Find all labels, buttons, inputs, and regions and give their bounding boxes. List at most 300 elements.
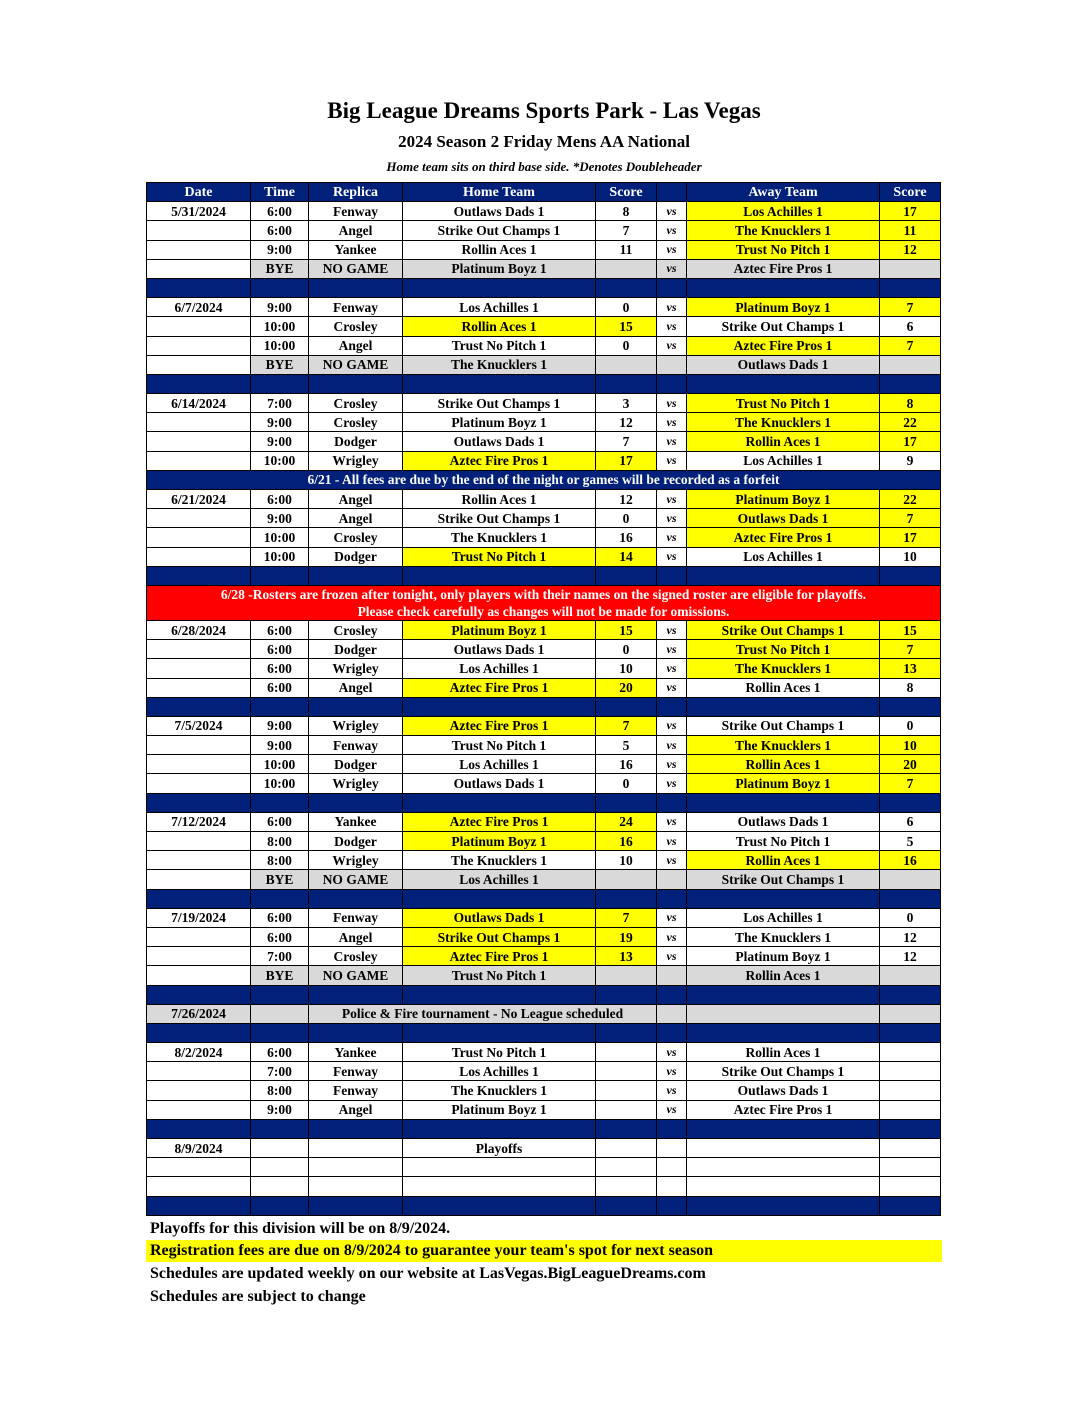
home-score-cell: 0	[596, 298, 657, 317]
game-row	[147, 908, 941, 927]
away-score-cell	[880, 870, 941, 889]
date-cell: 6/21/2024	[147, 490, 251, 509]
separator-cell	[657, 566, 687, 585]
home-score-cell: 17	[596, 451, 657, 470]
away-score-cell: 7	[880, 298, 941, 317]
away-team-cell: Los Achilles 1	[687, 547, 880, 566]
time-cell: 6:00	[251, 202, 309, 221]
away-score-cell: 7	[880, 640, 941, 659]
away-team-cell	[687, 1177, 880, 1196]
time-cell: BYE	[251, 355, 309, 374]
empty-cell	[251, 1004, 309, 1023]
home-team-cell	[403, 1158, 596, 1177]
col-header-home-score: Score	[596, 183, 657, 202]
date-cell	[147, 774, 251, 793]
time-cell	[251, 1139, 309, 1158]
home-score-cell: 10	[596, 659, 657, 678]
away-team-cell: Rollin Aces 1	[687, 966, 880, 985]
home-score-cell	[596, 1177, 657, 1196]
separator-row	[147, 1196, 941, 1215]
away-team-cell: Rollin Aces 1	[687, 678, 880, 697]
separator-row	[147, 1119, 941, 1138]
away-team-cell: Trust No Pitch 1	[687, 240, 880, 259]
game-row	[147, 432, 941, 451]
away-score-cell: 0	[880, 908, 941, 927]
date-cell	[147, 547, 251, 566]
away-score-cell: 22	[880, 413, 941, 432]
separator-cell	[251, 374, 309, 393]
vs-cell: vs	[657, 1081, 687, 1100]
away-score-cell	[880, 1158, 941, 1177]
replica-cell	[309, 1177, 403, 1196]
home-team-cell: Strike Out Champs 1	[403, 394, 596, 413]
time-cell: 7:00	[251, 1062, 309, 1081]
separator-cell	[403, 1196, 596, 1215]
separator-cell	[657, 1196, 687, 1215]
separator-cell	[657, 278, 687, 297]
replica-cell: Crosley	[309, 413, 403, 432]
vs-cell	[657, 966, 687, 985]
date-cell: 7/26/2024	[147, 1004, 251, 1023]
away-team-cell: The Knucklers 1	[687, 927, 880, 946]
date-cell	[147, 640, 251, 659]
away-score-cell: 9	[880, 451, 941, 470]
separator-cell	[251, 1196, 309, 1215]
separator-cell	[657, 985, 687, 1004]
away-team-cell: Platinum Boyz 1	[687, 298, 880, 317]
replica-cell	[309, 1139, 403, 1158]
replica-cell: Angel	[309, 336, 403, 355]
time-cell: 9:00	[251, 509, 309, 528]
vs-cell: vs	[657, 851, 687, 870]
time-cell	[251, 1177, 309, 1196]
empty-cell	[880, 1004, 941, 1023]
home-team-cell: Aztec Fire Pros 1	[403, 716, 596, 735]
home-team-cell: Aztec Fire Pros 1	[403, 678, 596, 697]
game-row	[147, 832, 941, 851]
home-team-cell: Aztec Fire Pros 1	[403, 451, 596, 470]
game-row	[147, 851, 941, 870]
game-row	[147, 774, 941, 793]
home-team-cell: Rollin Aces 1	[403, 240, 596, 259]
time-cell: 9:00	[251, 240, 309, 259]
game-row	[147, 547, 941, 566]
home-team-cell: Platinum Boyz 1	[403, 1100, 596, 1119]
time-cell: 10:00	[251, 451, 309, 470]
replica-cell: Crosley	[309, 528, 403, 547]
separator-cell	[880, 1023, 941, 1042]
replica-cell: Dodger	[309, 547, 403, 566]
time-cell: 6:00	[251, 620, 309, 639]
replica-cell: NO GAME	[309, 966, 403, 985]
vs-cell: vs	[657, 221, 687, 240]
date-cell	[147, 259, 251, 278]
date-cell: 8/9/2024	[147, 1139, 251, 1158]
separator-row	[147, 374, 941, 393]
home-team-cell: Los Achilles 1	[403, 755, 596, 774]
col-header-away-score: Score	[880, 183, 941, 202]
away-team-cell: The Knucklers 1	[687, 221, 880, 240]
separator-cell	[309, 793, 403, 812]
game-row	[147, 451, 941, 470]
separator-cell	[687, 278, 880, 297]
game-row	[147, 413, 941, 432]
separator-cell	[687, 889, 880, 908]
date-cell	[147, 966, 251, 985]
replica-cell: Wrigley	[309, 659, 403, 678]
away-score-cell: 17	[880, 202, 941, 221]
home-score-cell	[596, 870, 657, 889]
time-cell: 9:00	[251, 432, 309, 451]
vs-cell: vs	[657, 832, 687, 851]
replica-cell: Crosley	[309, 394, 403, 413]
home-score-cell: 7	[596, 908, 657, 927]
home-team-cell: Outlaws Dads 1	[403, 908, 596, 927]
vs-cell: vs	[657, 947, 687, 966]
game-row	[147, 336, 941, 355]
separator-cell	[657, 889, 687, 908]
time-cell: 6:00	[251, 640, 309, 659]
separator-cell	[880, 889, 941, 908]
separator-cell	[880, 1119, 941, 1138]
separator-cell	[309, 1119, 403, 1138]
vs-cell: vs	[657, 678, 687, 697]
time-cell: 7:00	[251, 947, 309, 966]
home-score-cell: 0	[596, 509, 657, 528]
home-team-cell: Rollin Aces 1	[403, 317, 596, 336]
replica-cell: Fenway	[309, 736, 403, 755]
home-team-cell: Outlaws Dads 1	[403, 640, 596, 659]
table-header-row	[147, 183, 941, 202]
away-team-cell: Aztec Fire Pros 1	[687, 259, 880, 278]
replica-cell: Dodger	[309, 640, 403, 659]
separator-cell	[251, 1119, 309, 1138]
time-cell: 9:00	[251, 716, 309, 735]
replica-cell: NO GAME	[309, 355, 403, 374]
date-cell	[147, 659, 251, 678]
away-score-cell: 8	[880, 394, 941, 413]
away-score-cell	[880, 355, 941, 374]
separator-cell	[251, 1023, 309, 1042]
away-score-cell	[880, 259, 941, 278]
date-cell	[147, 1100, 251, 1119]
game-row	[147, 678, 941, 697]
separator-cell	[687, 1023, 880, 1042]
away-score-cell: 15	[880, 620, 941, 639]
separator-cell	[251, 697, 309, 716]
date-cell	[147, 221, 251, 240]
game-row	[147, 927, 941, 946]
separator-cell	[596, 566, 657, 585]
date-cell	[147, 851, 251, 870]
time-cell: 7:00	[251, 394, 309, 413]
separator-row	[147, 278, 941, 297]
time-cell: 8:00	[251, 1081, 309, 1100]
page-note: Home team sits on third base side. *Denotes Doubleheader	[386, 159, 702, 174]
date-cell	[147, 451, 251, 470]
date-cell: 7/19/2024	[147, 908, 251, 927]
game-row	[147, 1100, 941, 1119]
separator-cell	[403, 1119, 596, 1138]
bye-row	[147, 355, 941, 374]
separator-cell	[880, 566, 941, 585]
home-score-cell	[596, 1139, 657, 1158]
col-header-date: Date	[147, 183, 251, 202]
separator-cell	[687, 793, 880, 812]
vs-cell	[657, 355, 687, 374]
vs-cell	[657, 1177, 687, 1196]
separator-cell	[309, 278, 403, 297]
home-team-cell: Trust No Pitch 1	[403, 736, 596, 755]
separator-cell	[880, 697, 941, 716]
replica-cell: Yankee	[309, 240, 403, 259]
home-team-cell: Los Achilles 1	[403, 298, 596, 317]
date-cell	[147, 1081, 251, 1100]
home-team-cell: Aztec Fire Pros 1	[403, 947, 596, 966]
date-cell	[147, 336, 251, 355]
separator-cell	[403, 889, 596, 908]
vs-cell: vs	[657, 812, 687, 831]
vs-cell: vs	[657, 640, 687, 659]
game-row	[147, 298, 941, 317]
vs-cell: vs	[657, 547, 687, 566]
replica-cell: Fenway	[309, 202, 403, 221]
separator-row	[147, 889, 941, 908]
home-score-cell	[596, 1158, 657, 1177]
game-row	[147, 640, 941, 659]
date-cell	[147, 870, 251, 889]
home-score-cell: 0	[596, 774, 657, 793]
date-cell	[147, 1177, 251, 1196]
away-team-cell: Strike Out Champs 1	[687, 1062, 880, 1081]
home-team-cell: Trust No Pitch 1	[403, 1043, 596, 1062]
home-score-cell: 16	[596, 832, 657, 851]
home-score-cell	[596, 1043, 657, 1062]
away-team-cell: Platinum Boyz 1	[687, 947, 880, 966]
vs-cell: vs	[657, 659, 687, 678]
footer-change-note: Schedules are subject to change	[150, 1288, 366, 1305]
date-cell	[147, 736, 251, 755]
roster-alert-line1: 6/28 -Rosters are frozen after tonight, only players with their names on the signed roster are eligible for playoffs.	[220, 586, 867, 602]
home-team-cell: Trust No Pitch 1	[403, 336, 596, 355]
home-score-cell: 7	[596, 432, 657, 451]
time-cell: 10:00	[251, 547, 309, 566]
time-cell: BYE	[251, 870, 309, 889]
away-team-cell: Outlaws Dads 1	[687, 355, 880, 374]
separator-cell	[687, 566, 880, 585]
replica-cell: Angel	[309, 1100, 403, 1119]
game-row	[147, 1043, 941, 1062]
replica-cell: Dodger	[309, 755, 403, 774]
home-score-cell: 10	[596, 851, 657, 870]
vs-cell: vs	[657, 394, 687, 413]
vs-cell: vs	[657, 298, 687, 317]
schedule-table	[146, 182, 941, 1216]
home-team-cell: The Knucklers 1	[403, 355, 596, 374]
separator-cell	[657, 697, 687, 716]
away-team-cell: Los Achilles 1	[687, 451, 880, 470]
game-row	[147, 202, 941, 221]
time-cell: 6:00	[251, 678, 309, 697]
separator-cell	[251, 278, 309, 297]
separator-cell	[309, 1023, 403, 1042]
away-score-cell: 0	[880, 716, 941, 735]
separator-cell	[657, 793, 687, 812]
away-score-cell	[880, 1100, 941, 1119]
away-team-cell: Outlaws Dads 1	[687, 509, 880, 528]
away-team-cell: Rollin Aces 1	[687, 432, 880, 451]
game-row	[147, 1139, 941, 1158]
no-league-message: Police & Fire tournament - No League scheduled	[309, 1004, 657, 1023]
time-cell: 6:00	[251, 1043, 309, 1062]
separator-cell	[880, 278, 941, 297]
page-title: Big League Dreams Sports Park - Las Vegas	[327, 98, 761, 123]
date-cell	[147, 947, 251, 966]
date-cell	[147, 413, 251, 432]
game-row	[147, 947, 941, 966]
separator-cell	[687, 1196, 880, 1215]
away-score-cell	[880, 1177, 941, 1196]
time-cell: 6:00	[251, 908, 309, 927]
separator-cell	[309, 374, 403, 393]
home-score-cell: 0	[596, 640, 657, 659]
replica-cell: Angel	[309, 490, 403, 509]
replica-cell: Fenway	[309, 1062, 403, 1081]
col-header-away-team: Away Team	[687, 183, 880, 202]
replica-cell: Fenway	[309, 298, 403, 317]
date-cell	[147, 240, 251, 259]
home-team-cell: Los Achilles 1	[403, 1062, 596, 1081]
away-score-cell: 17	[880, 432, 941, 451]
home-team-cell: Outlaws Dads 1	[403, 432, 596, 451]
away-team-cell: Outlaws Dads 1	[687, 1081, 880, 1100]
home-score-cell: 20	[596, 678, 657, 697]
separator-row	[147, 566, 941, 585]
separator-cell	[147, 566, 251, 585]
vs-cell: vs	[657, 620, 687, 639]
away-score-cell	[880, 1139, 941, 1158]
separator-cell	[251, 566, 309, 585]
home-score-cell: 3	[596, 394, 657, 413]
away-team-cell: Platinum Boyz 1	[687, 774, 880, 793]
away-score-cell: 10	[880, 736, 941, 755]
time-cell: 9:00	[251, 1100, 309, 1119]
game-row	[147, 716, 941, 735]
away-team-cell: Aztec Fire Pros 1	[687, 336, 880, 355]
separator-cell	[403, 1023, 596, 1042]
date-cell	[147, 355, 251, 374]
away-team-cell: Trust No Pitch 1	[687, 394, 880, 413]
away-team-cell: Aztec Fire Pros 1	[687, 528, 880, 547]
away-team-cell: The Knucklers 1	[687, 659, 880, 678]
date-cell: 5/31/2024	[147, 202, 251, 221]
separator-cell	[596, 697, 657, 716]
away-team-cell: Trust No Pitch 1	[687, 832, 880, 851]
away-team-cell: Aztec Fire Pros 1	[687, 1100, 880, 1119]
footer-playoffs-note: Playoffs for this division will be on 8/9/2024.	[150, 1220, 451, 1237]
game-row	[147, 394, 941, 413]
separator-cell	[403, 374, 596, 393]
separator-cell	[596, 985, 657, 1004]
roster-alert-cell	[147, 585, 941, 620]
home-team-cell: The Knucklers 1	[403, 851, 596, 870]
separator-cell	[596, 1023, 657, 1042]
separator-cell	[309, 985, 403, 1004]
replica-cell: NO GAME	[309, 870, 403, 889]
home-team-cell: Aztec Fire Pros 1	[403, 812, 596, 831]
away-team-cell: Platinum Boyz 1	[687, 490, 880, 509]
game-row	[147, 1177, 941, 1196]
away-score-cell: 5	[880, 832, 941, 851]
away-team-cell	[687, 1139, 880, 1158]
empty-cell	[657, 1004, 687, 1023]
time-cell: 6:00	[251, 927, 309, 946]
separator-cell	[251, 889, 309, 908]
separator-cell	[251, 985, 309, 1004]
game-row	[147, 317, 941, 336]
home-score-cell: 0	[596, 336, 657, 355]
replica-cell: Angel	[309, 927, 403, 946]
replica-cell: Yankee	[309, 812, 403, 831]
away-score-cell: 7	[880, 336, 941, 355]
home-team-cell: Outlaws Dads 1	[403, 202, 596, 221]
away-score-cell	[880, 1062, 941, 1081]
date-cell	[147, 528, 251, 547]
col-header-vs	[657, 183, 687, 202]
date-cell	[147, 509, 251, 528]
vs-cell	[657, 870, 687, 889]
empty-cell	[687, 1004, 880, 1023]
replica-cell: Wrigley	[309, 774, 403, 793]
vs-cell: vs	[657, 1043, 687, 1062]
fee-notice-row	[147, 470, 941, 489]
away-team-cell: Rollin Aces 1	[687, 755, 880, 774]
separator-cell	[309, 697, 403, 716]
away-score-cell: 8	[880, 678, 941, 697]
separator-cell	[687, 697, 880, 716]
vs-cell: vs	[657, 336, 687, 355]
replica-cell: Angel	[309, 509, 403, 528]
home-team-cell: Platinum Boyz 1	[403, 259, 596, 278]
date-cell: 7/12/2024	[147, 812, 251, 831]
home-team-cell: Trust No Pitch 1	[403, 966, 596, 985]
home-team-cell: Strike Out Champs 1	[403, 221, 596, 240]
away-score-cell	[880, 966, 941, 985]
vs-cell: vs	[657, 927, 687, 946]
separator-cell	[251, 793, 309, 812]
home-team-cell: Outlaws Dads 1	[403, 774, 596, 793]
separator-cell	[309, 1196, 403, 1215]
vs-cell: vs	[657, 716, 687, 735]
away-score-cell: 6	[880, 812, 941, 831]
separator-cell	[147, 1023, 251, 1042]
away-team-cell: Los Achilles 1	[687, 202, 880, 221]
date-cell	[147, 1062, 251, 1081]
away-score-cell: 7	[880, 774, 941, 793]
home-team-cell	[403, 1177, 596, 1196]
home-score-cell: 8	[596, 202, 657, 221]
date-cell	[147, 317, 251, 336]
separator-cell	[687, 1119, 880, 1138]
roster-alert-line2: Please check carefully as changes will not be made for omissions.	[357, 603, 730, 619]
home-team-cell: Strike Out Champs 1	[403, 927, 596, 946]
home-score-cell	[596, 1062, 657, 1081]
date-cell	[147, 678, 251, 697]
separator-cell	[403, 566, 596, 585]
separator-cell	[403, 278, 596, 297]
time-cell: 6:00	[251, 221, 309, 240]
home-team-cell: Platinum Boyz 1	[403, 832, 596, 851]
